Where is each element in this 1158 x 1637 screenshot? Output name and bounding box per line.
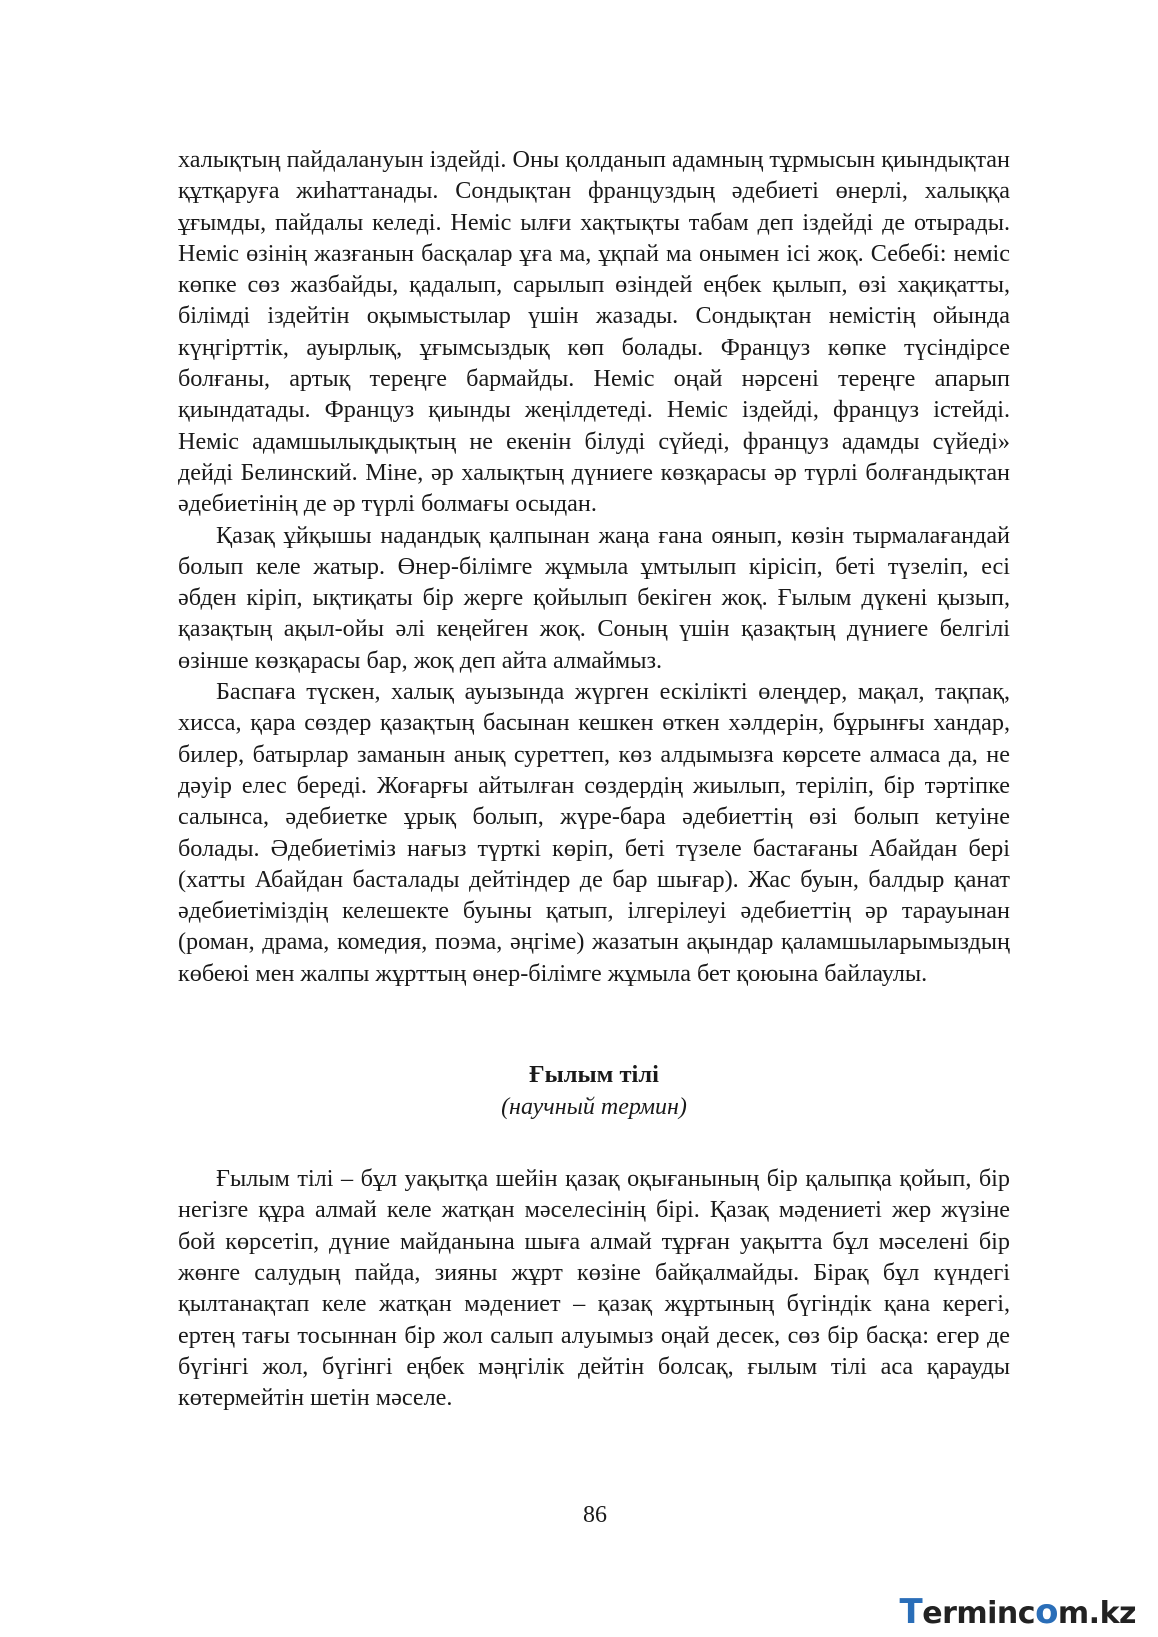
- section-heading: [178, 1059, 1010, 1123]
- paragraph-2: Қазақ ұйқышы надандық қалпынан жаңа ғана оянып, көзін тырмалағандай болып келе жатыр. Өнер-білімге жұмыла ұмтылып кірісіп, беті түзеліп, есі әбден кіріп, ықтиқаты бір жерге қойылып бекіген жоқ. Ғылым дүкені қызып, қазақтың ақыл-ойы әлі кеңейген жоқ. Соның үшін қазақтың дүниеге белгілі өзінше көзқарасы бар, жоқ деп айта алмаймыз.: [178, 521, 1010, 674]
- watermark-text-b: m.kz: [1057, 1596, 1136, 1631]
- section-spacer: [178, 1123, 1010, 1163]
- watermark-t: T: [899, 1592, 923, 1632]
- section-subtitle: (научный термин): [501, 1094, 687, 1121]
- section-paragraph: Ғылым тілі – бұл уақытқа шейін қазақ оқығанының бір қалыпқа қойып, бір негізге құра алмай келе жатқан мәселесінің бірі. Қазақ мәдениеті жер жүзіне бой көрсетіп, дүние майданына шыға алмай тұрған уақытта бұл мәселені бір жөнге салудың пайда, зияны жұрт көзіне байқалмайды. Бірақ бұл күндегі қылтанақтап келе жатқан мәдениет – қазақ жұртының бүгіндік қана керегі, ертең тағы тосыннан бір жол салып алуымыз оңай десек, сөз бір басқа: егер де бүгінгі жол, бүгінгі еңбек мәңгілік дейтін болсақ, ғылым тілі аса қарауды көтермейтін шетін мәселе.: [178, 1165, 1010, 1412]
- watermark-o: o: [1035, 1592, 1058, 1632]
- paragraph-1: халықтың пайдалануын іздейді. Оны қолданып адамның тұрмысын қиындықтан құтқаруға жиһаттанады. Сондықтан француздың әдебиеті өнерлі, халыққа ұғымды, пайдалы келеді. Неміс ылғи хақтықты табам деп іздейді де отырады. Неміс өзінің жазғанын басқалар ұға ма, ұқпай ма онымен ісі жоқ. Себебі: неміс көпке сөз жазбайды, қадалып, сарылып өзіндей еңбек қылып, өзі хақиқатты, білімді іздейтін оқымыстылар үшін жазады. Сондықтан немістің ойында күңгірттік, ауырлық, ұғымсыздық көп болады. Француз көпке түсіндірсе болғаны, артық тереңге бармайды. Неміс оңай нәрсені тереңге апарып қиындатады. Француз қиынды жеңілдетеді. Неміс іздейді, француз істейді. Неміс адамшылықдықтың не екенін білуді сүйеді, француз адамды сүйеді» дейді Белинский. Міне, әр халықтың дүниеге көзқарасы әр түрлі болғандықтан әдебиетінің де әр түрлі болмағы осыдан.: [178, 146, 1010, 518]
- page-number: 86: [583, 1502, 607, 1528]
- section-title: Ғылым тілі: [529, 1061, 659, 1089]
- watermark-text-a: erminc: [922, 1596, 1036, 1631]
- site-watermark-logo: [900, 1594, 1136, 1632]
- paragraph-3: Баспаға түскен, халық ауызында жүрген ескілікті өлеңдер, мақал, тақпақ, хисса, қара сөздер қазақтың басынан кешкен өткен хәлдерін, бұрынғы хандар, билер, батырлар заманын анық суреттеп, көз алдымызға көрсете алмаса да, не дәуір елес береді. Жоғарғы айтылған сөздердің жиылып, теріліп, бір тәртіпке салынса, әдебиетке ұрық болып, жүре-бара әдебиеттің өзі болып кетуіне болады. Әдебиетіміз нағыз түрткі көріп, беті түзеле бастағаны Абайдан бері (хатты Абайдан басталады дейтіндер де бар шығар). Жас буын, балдыр қанат әдебиетіміздің келешекте буыны қатып, ілгерілеуі әдебиеттің әр тарауынан (роман, драма, комедия, поэма, әңгіме) жазатын ақындар қаламшыларымыздың көбеюі мен жалпы жұрттың өнер-білімге жұмыла бет қоюына байлаулы.: [178, 678, 1010, 987]
- page-body: [178, 144, 1010, 1413]
